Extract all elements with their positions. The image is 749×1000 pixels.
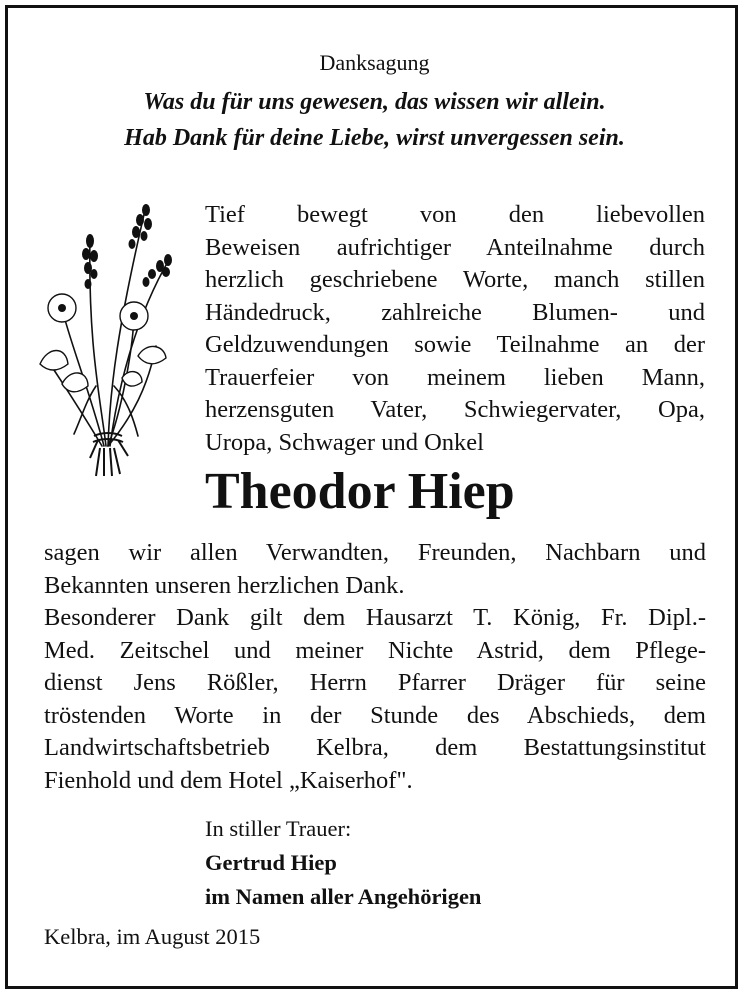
body-line: Bekannten unseren herzlichen Dank. [44, 571, 405, 599]
signatory-name: Gertrud Hiep [205, 850, 337, 875]
body-line: Fienhold und dem Hotel „Kaiserhof". [44, 766, 413, 794]
intro-line: herzlich geschriebene Worte, manch stillen [205, 266, 705, 293]
deceased-name: Theodor Hiep [205, 463, 515, 520]
quote-line-2: Hab Dank für deine Liebe, wirst unvergessen sein. [124, 125, 625, 151]
intro-line: Tief bewegt von den liebevollen [205, 201, 705, 228]
body-line: Landwirtschaftsbetrieb Kelbra, dem Bestattungsinstitut [44, 734, 706, 761]
body-line: dienst Jens Rößler, Herrn Pfarrer Dräger für seine [44, 669, 706, 696]
body-line: sagen wir allen Verwandten, Freunden, Nachbarn und [44, 539, 706, 566]
notice-heading: Danksagung [319, 50, 430, 75]
quote-line-1: Was du für uns gewesen, das wissen wir allein. [143, 89, 606, 115]
place-date: Kelbra, im August 2015 [44, 924, 261, 949]
body-line: tröstenden Worte in der Stunde des Abschieds, dem [44, 701, 706, 729]
intro-line: Händedruck, zahlreiche Blumen- und [205, 298, 705, 326]
body-line: Besonderer Dank gilt dem Hausarzt T. König, Fr. Dipl.- [44, 604, 706, 631]
intro-line: Trauerfeier von meinem lieben Mann, [205, 363, 705, 391]
intro-paragraph [205, 199, 705, 459]
intro-line: herzensguten Vater, Schwiegervater, Opa, [205, 396, 705, 423]
intro-line: Beweisen aufrichtiger Anteilnahme durch [205, 233, 705, 261]
thanks-paragraph [44, 537, 706, 797]
flower-bouquet-icon [38, 196, 186, 478]
signatory-behalf: im Namen aller Angehörigen [205, 884, 482, 909]
intro-line: Geldzuwendungen sowie Teilnahme an der [205, 331, 705, 358]
mourning-intro: In stiller Trauer: [205, 816, 352, 841]
body-line: Med. Zeitschel und meiner Nichte Astrid, dem Pflege- [44, 636, 706, 664]
intro-line: Uropa, Schwager und Onkel [205, 428, 484, 456]
